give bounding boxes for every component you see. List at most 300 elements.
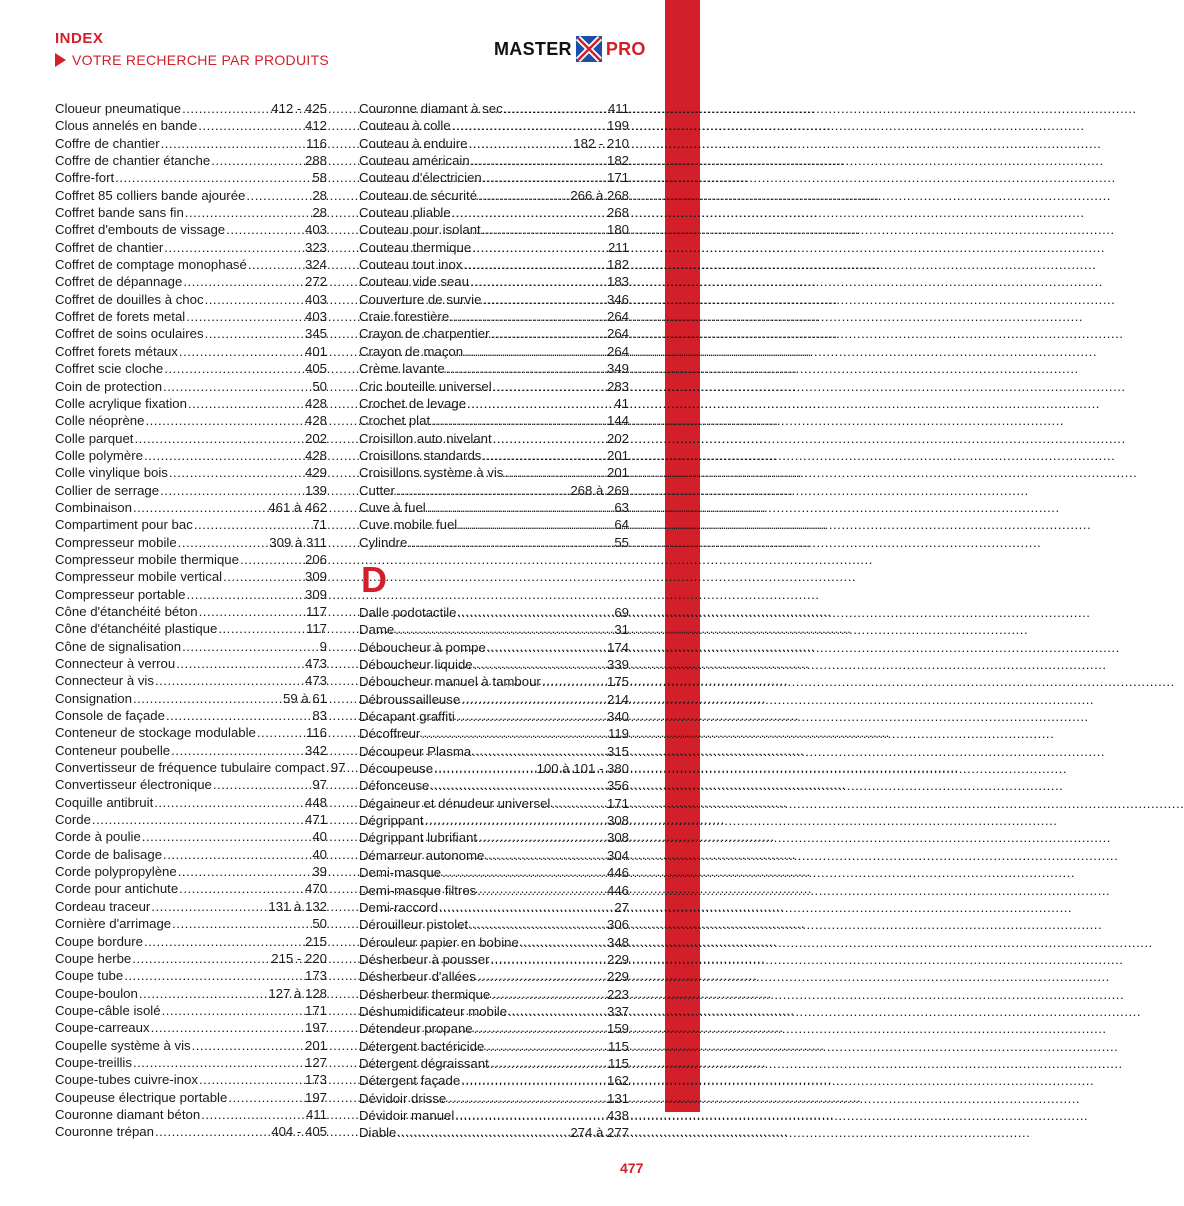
dot-leader <box>199 603 305 620</box>
entry-page: 473 <box>304 673 327 689</box>
entry-term: Couronne diamant à sec <box>359 101 503 116</box>
entry-term: Demi-masque filtres <box>359 882 477 898</box>
entry-term: Coffret forets métaux <box>55 343 178 359</box>
index-entry <box>359 291 629 308</box>
dot-leader <box>178 863 312 880</box>
index-entry <box>55 308 327 325</box>
entry-term: Coffret de dépannage <box>55 274 183 290</box>
dot-leader <box>408 534 613 551</box>
entry-page: 340 <box>606 709 629 725</box>
subtitle-text: VOTRE RECHERCHE PAR PRODUITS <box>72 52 330 68</box>
entry-term: Désherbeur à pousser <box>359 951 490 967</box>
entry-term: Démarreur autonome <box>359 847 485 863</box>
index-column-left <box>55 100 346 1141</box>
dot-leader <box>427 499 614 516</box>
index-entry <box>55 1071 327 1088</box>
entry-term: Dévidoir manuel <box>359 1107 455 1123</box>
index-entry <box>55 846 327 863</box>
entry-term: Collier de serrage <box>55 482 160 498</box>
dot-leader <box>155 1123 270 1140</box>
entry-page: 131 <box>606 1090 629 1106</box>
index-entry <box>359 430 629 447</box>
entry-term: Coin de protection <box>55 378 163 394</box>
index-entry <box>359 1003 629 1020</box>
index-entry <box>55 620 327 637</box>
index-entry <box>359 847 629 864</box>
index-entry <box>359 482 629 499</box>
dot-leader <box>442 864 606 881</box>
entry-page: 40 <box>312 846 327 862</box>
entry-page: 428 <box>304 447 327 463</box>
index-entry <box>359 169 629 186</box>
entry-term: Cuve à fuel <box>359 499 426 515</box>
index-entry <box>359 152 629 169</box>
index-entry <box>55 776 327 793</box>
dot-leader <box>482 221 606 238</box>
entry-page: 283 <box>606 378 629 394</box>
index-entry <box>359 256 629 273</box>
index-entry <box>359 934 629 951</box>
index-entry <box>359 308 629 325</box>
dot-leader <box>477 882 606 899</box>
index-entry <box>55 273 327 290</box>
dot-leader <box>478 187 569 204</box>
entry-page: 171 <box>606 170 629 186</box>
dot-leader <box>133 499 267 516</box>
entry-term: Couronne diamant béton <box>55 1106 201 1122</box>
entry-term: Décoffreur <box>359 726 421 742</box>
entry-page: 63 <box>614 499 629 515</box>
entry-page: 461 à 462 <box>268 499 327 515</box>
dot-leader <box>161 135 305 152</box>
entry-page: 272 <box>304 274 327 290</box>
dot-leader <box>520 934 606 951</box>
dot-leader <box>145 412 304 429</box>
dot-leader <box>186 586 304 603</box>
dot-leader <box>461 691 606 708</box>
index-entry <box>55 568 327 585</box>
dot-leader <box>155 672 304 689</box>
dot-leader <box>504 464 606 481</box>
index-entry <box>55 586 327 603</box>
dot-leader <box>179 880 304 897</box>
entry-term: Coupe herbe <box>55 950 132 966</box>
dot-leader <box>246 187 311 204</box>
dot-leader <box>446 360 606 377</box>
entry-page: 31 <box>614 622 629 638</box>
entry-term: Coffret de comptage monophasé <box>55 257 247 273</box>
index-entry <box>55 828 327 845</box>
index-entry <box>359 691 629 708</box>
dot-leader <box>469 916 606 933</box>
dot-leader <box>257 724 305 741</box>
dot-leader <box>134 430 304 447</box>
entry-term: Colle parquet <box>55 430 134 446</box>
dot-leader <box>458 516 613 533</box>
dot-leader <box>172 915 311 932</box>
entry-page: 197 <box>304 1020 327 1036</box>
dot-leader <box>188 395 304 412</box>
entry-page: 117 <box>305 603 327 619</box>
entry-term: Détergent bactéricide <box>359 1038 485 1054</box>
entry-term: Croisillon auto nivelant <box>359 430 492 446</box>
entry-term: Défonceuse <box>359 778 430 794</box>
index-entry <box>55 672 327 689</box>
dot-leader <box>164 239 304 256</box>
index-column-right-d <box>359 604 629 1142</box>
dot-leader <box>154 794 304 811</box>
entry-page: 71 <box>312 517 327 533</box>
index-entry <box>359 1107 629 1124</box>
index-entry <box>359 760 629 777</box>
index-entry <box>55 811 327 828</box>
entry-term: Cuve mobile fuel <box>359 517 458 533</box>
entry-page: 50 <box>312 378 327 394</box>
index-entry <box>359 534 629 551</box>
entry-page: 470 <box>304 881 327 897</box>
entry-page: 429 <box>304 465 327 481</box>
entry-term: Cric bouteille universel <box>359 378 492 394</box>
index-entry <box>55 378 327 395</box>
entry-term: Dégrippant <box>359 813 424 829</box>
dot-leader <box>490 325 606 342</box>
entry-page: 39 <box>312 864 327 880</box>
entry-page: 174 <box>606 639 629 655</box>
entry-term: Connecteur à verrou <box>55 656 176 671</box>
index-entry <box>55 967 327 984</box>
entry-page: 412 <box>304 118 327 134</box>
entry-page: 306 <box>606 917 629 933</box>
entry-page: 197 <box>304 1089 327 1105</box>
dot-leader <box>434 760 536 777</box>
dot-leader <box>458 604 614 621</box>
entry-page: 264 <box>606 326 629 342</box>
entry-page: 115 <box>607 1055 629 1071</box>
dot-leader <box>133 1054 304 1071</box>
index-entry <box>359 100 629 117</box>
entry-term: Couteau à colle <box>359 118 451 134</box>
entry-term: Colle acrylique fixation <box>55 395 187 411</box>
entry-page: 229 <box>606 951 629 967</box>
entry-term: Coupelle système à vis <box>55 1037 191 1053</box>
entry-page: 268 à 269 <box>570 482 629 498</box>
dot-leader <box>182 638 319 655</box>
dot-leader <box>183 273 304 290</box>
index-entry <box>55 221 327 238</box>
entry-page: 405 <box>304 361 327 377</box>
entry-page: 308 <box>606 830 629 846</box>
index-entry <box>359 1090 629 1107</box>
entry-term: Découpeuse <box>359 761 434 777</box>
entry-page: 315 <box>606 743 629 759</box>
dot-leader <box>456 708 606 725</box>
entry-term: Connecteur à vis <box>55 673 154 689</box>
entry-page: 9 <box>319 638 327 654</box>
dot-leader <box>395 621 613 638</box>
entry-term: Coupe bordure <box>55 933 143 949</box>
entry-term: Coupe-treillis <box>55 1054 132 1070</box>
index-entry <box>359 916 629 933</box>
index-entry <box>359 743 629 760</box>
dot-leader <box>92 811 304 828</box>
entry-term: Déshumidificateur mobile <box>359 1003 508 1019</box>
dot-leader <box>447 1090 606 1107</box>
dot-leader <box>171 742 304 759</box>
entry-term: Cloueur pneumatique <box>55 101 182 116</box>
index-entry <box>359 1055 629 1072</box>
dot-leader <box>472 743 606 760</box>
entry-term: Coupe-câble isolé <box>55 1002 161 1018</box>
entry-page: 116 <box>305 725 327 741</box>
dot-leader <box>482 291 606 308</box>
entry-term: Coupe tube <box>55 968 124 984</box>
dot-leader <box>452 204 606 221</box>
index-entry <box>55 638 327 655</box>
entry-page: 171 <box>304 1002 327 1018</box>
index-entry <box>55 256 327 273</box>
dot-leader <box>326 759 330 776</box>
entry-page: 428 <box>304 413 327 429</box>
dot-leader <box>226 221 304 238</box>
dot-leader <box>464 343 606 360</box>
entry-page: 471 <box>304 812 327 828</box>
index-entry <box>55 603 327 620</box>
dot-leader <box>508 1003 606 1020</box>
entry-page: 339 <box>606 657 629 673</box>
index-entry <box>55 1054 327 1071</box>
index-entry <box>55 1037 327 1054</box>
entry-page: 116 <box>305 135 327 151</box>
dot-leader <box>493 430 606 447</box>
entry-page: 50 <box>312 916 327 932</box>
entry-term: Couronne trépan <box>55 1124 154 1140</box>
entry-page: 446 <box>606 882 629 898</box>
dot-leader <box>160 482 304 499</box>
entry-term: Convertisseur de fréquence tubulaire compact <box>55 760 325 776</box>
dot-leader <box>164 360 304 377</box>
dot-leader <box>223 568 304 585</box>
index-entry <box>359 673 629 690</box>
entry-term: Désherbeur d'allées <box>359 969 476 985</box>
entry-term: Console de façade <box>55 708 165 724</box>
entry-term: Clous annelés en bande <box>55 118 198 134</box>
entry-term: Colle polymère <box>55 447 143 463</box>
entry-page: 28 <box>312 187 327 203</box>
dot-leader <box>491 986 606 1003</box>
dot-leader <box>482 447 606 464</box>
dot-leader <box>551 795 606 812</box>
entry-page: 211 <box>607 239 629 255</box>
dot-leader <box>478 829 606 846</box>
entry-page: 201 <box>304 1037 327 1053</box>
index-entry <box>359 1072 629 1089</box>
entry-term: Couteau thermique <box>359 239 472 255</box>
entry-page: 173 <box>304 1072 327 1088</box>
index-entry <box>55 412 327 429</box>
entry-term: Dame <box>359 622 395 638</box>
index-entry <box>55 742 327 759</box>
entry-page: 411 <box>607 101 629 116</box>
entry-term: Coffret bande sans fin <box>55 205 184 221</box>
entry-page: 28 <box>312 205 327 221</box>
entry-page: 309 à 311 <box>269 534 327 550</box>
dot-leader <box>493 378 606 395</box>
entry-term: Désherbeur thermique <box>359 986 491 1002</box>
entry-page: 448 <box>304 794 327 810</box>
index-entry <box>359 204 629 221</box>
entry-term: Couverture de survie <box>359 291 482 307</box>
index-entry <box>359 795 629 812</box>
entry-page: 182 <box>606 153 629 169</box>
entry-term: Croisillons système à vis <box>359 465 504 481</box>
dot-leader <box>248 256 304 273</box>
entry-page: 119 <box>607 726 629 742</box>
index-entry <box>359 325 629 342</box>
dot-leader <box>450 308 606 325</box>
entry-page: 266 à 268 <box>570 187 629 203</box>
index-entry <box>359 604 629 621</box>
entry-page: 401 <box>304 343 327 359</box>
dot-leader <box>485 847 606 864</box>
entry-page: 342 <box>304 742 327 758</box>
index-entry <box>55 100 327 117</box>
dot-leader <box>144 933 304 950</box>
index-entry <box>359 639 629 656</box>
entry-term: Cylindre <box>359 534 408 550</box>
dot-leader <box>163 846 311 863</box>
dot-leader <box>218 620 305 637</box>
entry-page: 264 <box>606 309 629 325</box>
index-entry <box>55 516 327 533</box>
index-entry <box>55 724 327 741</box>
entry-page: 446 <box>606 865 629 881</box>
logo-word-master: MASTER <box>494 38 572 59</box>
dot-leader <box>142 828 312 845</box>
entry-page: 162 <box>606 1073 629 1089</box>
index-entry <box>55 690 327 707</box>
entry-term: Couteau américain <box>359 153 470 169</box>
entry-page: 127 <box>304 1054 327 1070</box>
entry-term: Colle vinylique bois <box>55 465 168 481</box>
index-entry <box>55 291 327 308</box>
dot-leader <box>115 169 311 186</box>
entry-term: Combinaison <box>55 499 132 515</box>
entry-page: 348 <box>606 934 629 950</box>
index-entry <box>55 534 327 551</box>
index-entry <box>55 880 327 897</box>
entry-page: 182 - 210 <box>573 135 629 151</box>
index-entry <box>55 135 327 152</box>
index-entry <box>359 621 629 638</box>
dot-leader <box>179 343 304 360</box>
entry-page: 349 <box>606 361 629 377</box>
entry-term: Détendeur propane <box>359 1021 473 1037</box>
entry-term: Décapant graffiti <box>359 709 455 725</box>
entry-page: 229 <box>606 969 629 985</box>
entry-term: Compresseur portable <box>55 586 186 602</box>
dot-leader <box>431 412 606 429</box>
index-entry <box>55 343 327 360</box>
dot-leader <box>240 551 304 568</box>
index-entry <box>359 708 629 725</box>
entry-page: 323 <box>304 239 327 255</box>
entry-term: Demi-raccord <box>359 899 439 915</box>
dot-leader <box>439 899 613 916</box>
entry-term: Crème lavante <box>359 361 445 377</box>
entry-term: Cutter <box>359 482 395 498</box>
index-entry <box>359 273 629 290</box>
dot-leader <box>151 898 267 915</box>
entry-term: Coffret scie cloche <box>55 361 164 377</box>
dot-leader <box>470 273 606 290</box>
entry-page: 55 <box>614 534 629 550</box>
dot-leader <box>430 777 606 794</box>
entry-page: 171 <box>606 795 629 811</box>
entry-page: 144 <box>606 413 629 429</box>
index-entry <box>55 395 327 412</box>
dot-leader <box>205 325 304 342</box>
dot-leader <box>472 239 607 256</box>
index-entry <box>55 1089 327 1106</box>
dot-leader <box>192 1037 304 1054</box>
entry-page: 324 <box>304 257 327 273</box>
entry-term: Coupe-boulon <box>55 985 138 1001</box>
index-entry <box>55 169 327 186</box>
dot-leader <box>178 534 269 551</box>
entry-page: 40 <box>312 829 327 845</box>
dot-leader <box>205 291 304 308</box>
entry-page: 127 à 128 <box>268 985 327 1001</box>
entry-page: 215 <box>304 933 327 949</box>
entry-page: 403 <box>304 291 327 307</box>
entry-page: 64 <box>614 517 629 533</box>
index-entry <box>55 794 327 811</box>
index-entry <box>359 412 629 429</box>
index-entry <box>55 655 327 672</box>
index-entry <box>55 1106 327 1123</box>
index-entry <box>55 551 327 568</box>
entry-page: 403 <box>304 309 327 325</box>
entry-term: Dégrippant lubrifiant <box>359 830 478 846</box>
index-entry <box>55 204 327 221</box>
dot-leader <box>425 812 606 829</box>
entry-term: Déboucheur à pompe <box>359 639 486 655</box>
index-entry <box>359 516 629 533</box>
index-entry <box>55 1019 327 1036</box>
index-entry <box>359 882 629 899</box>
entry-page: 268 <box>606 205 629 221</box>
entry-term: Corde à poulie <box>55 829 141 845</box>
dot-leader <box>490 1055 607 1072</box>
dot-leader <box>421 725 607 742</box>
entry-page: 288 <box>304 153 327 169</box>
dot-leader <box>169 464 304 481</box>
index-entry <box>55 950 327 967</box>
dot-leader <box>490 951 606 968</box>
index-entry <box>55 117 327 134</box>
entry-page: 183 <box>606 274 629 290</box>
entry-page: 180 <box>606 222 629 238</box>
index-entry <box>55 464 327 481</box>
entry-term: Compresseur mobile vertical <box>55 569 223 585</box>
entry-term: Demi-masque <box>359 865 442 881</box>
entry-page: 403 <box>304 222 327 238</box>
dot-leader <box>151 1019 304 1036</box>
entry-page: 182 <box>606 257 629 273</box>
dot-leader <box>477 968 606 985</box>
entry-page: 115 <box>607 1038 629 1054</box>
index-entry <box>55 915 327 932</box>
